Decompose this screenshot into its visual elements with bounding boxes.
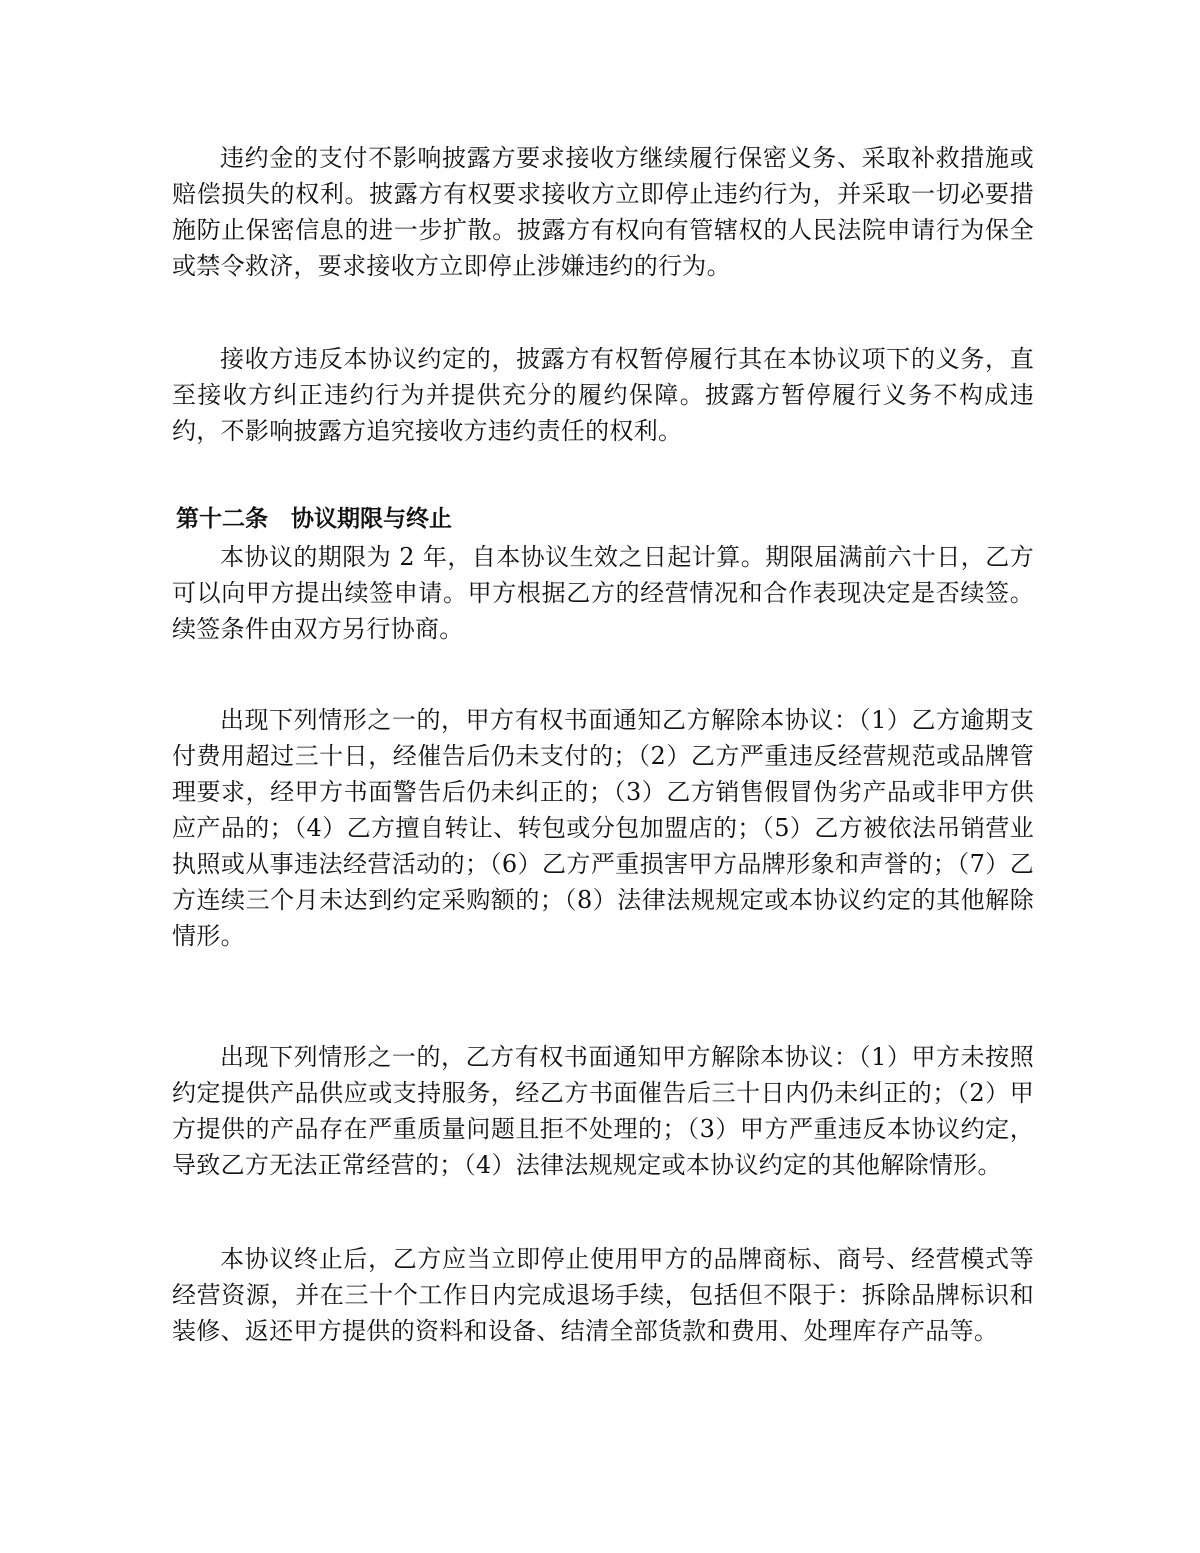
paragraph-text: 违约金的支付不影响披露方要求接收方继续履行保密义务、采取补救措施或赔偿损失的权利。披露方有权要求接收方立即停止违约行为，并采取一切必要措施防止保密信息的进一步扩散。披露方有权向有管辖权的人民法院申请行为保全或禁令救济，要求接收方立即停止涉嫌违约的行为。 [172,144,1034,280]
paragraph-party-b-termination [172,1039,1034,1183]
paragraph-text: 出现下列情形之一的，甲方有权书面通知乙方解除本协议：（1）乙方逾期支付费用超过三十日，经催告后仍未支付的；（2）乙方严重违反经营规范或品牌管理要求，经甲方书面警告后仍未纠正的；（3）乙方销售假冒伪劣产品或非甲方供应产品的；（4）乙方擅自转让、转包或分包加盟店的；（5）乙方被依法吊销营业执照或从事违法经营活动的；（6）乙方严重损害甲方品牌形象和声誉的；（7）乙方连续三个月未达到约定采购额的；（8）法律法规规定或本协议约定的其他解除情形。 [172,706,1034,950]
paragraph-post-termination [172,1241,1034,1349]
paragraph-term [172,539,1034,647]
paragraph-suspension [172,341,1034,449]
paragraph-party-a-termination [172,702,1034,954]
paragraph-text: 接收方违反本协议约定的，披露方有权暂停履行其在本协议项下的义务，直至接收方纠正违约行为并提供充分的履约保障。披露方暂停履行义务不构成违约，不影响披露方追究接收方违约责任的权利。 [172,345,1034,445]
paragraph-breach-remedies [172,140,1034,284]
paragraph-text: 本协议的期限为 2 年，自本协议生效之日起计算。期限届满前六十日，乙方可以向甲方提出续签申请。甲方根据乙方的经营情况和合作表现决定是否续签。续签条件由双方另行协商。 [172,543,1034,643]
paragraph-text: 出现下列情形之一的，乙方有权书面通知甲方解除本协议：（1）甲方未按照约定提供产品供应或支持服务，经乙方书面催告后三十日内仍未纠正的；（2）甲方提供的产品存在严重质量问题且拒不处理的；（3）甲方严重违反本协议约定，导致乙方无法正常经营的；（4）法律法规规定或本协议约定的其他解除情形。 [172,1043,1034,1179]
article-heading: 第十二条 协议期限与终止 [176,506,452,532]
paragraph-text: 本协议终止后，乙方应当立即停止使用甲方的品牌商标、商号、经营模式等经营资源，并在三十个工作日内完成退场手续，包括但不限于：拆除品牌标识和装修、返还甲方提供的资料和设备、结清全部货款和费用、处理库存产品等。 [172,1245,1034,1345]
